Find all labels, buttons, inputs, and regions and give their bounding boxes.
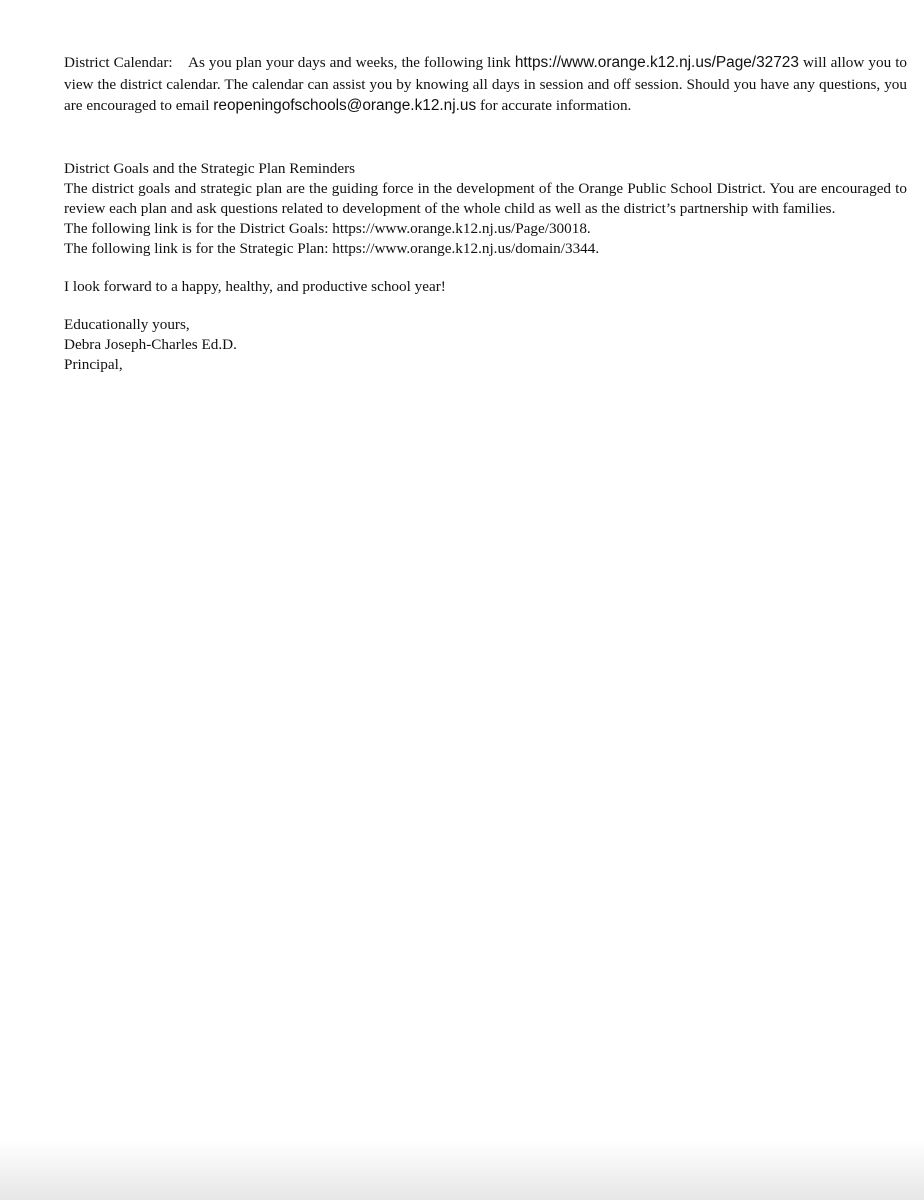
spacer xyxy=(64,297,907,315)
spacer xyxy=(64,259,907,277)
signer-name: Debra Joseph-Charles Ed.D. xyxy=(64,335,237,353)
signer-title: Principal, xyxy=(64,355,123,373)
district-goals-link-line[interactable]: The following link is for the District Goals: https://www.orange.k12.nj.us/Page/30018. xyxy=(64,219,591,237)
calendar-text-3: for accurate information. xyxy=(479,97,632,114)
signoff: Educationally yours, xyxy=(64,315,190,333)
spacer xyxy=(64,117,907,159)
goals-heading: District Goals and the Strategic Plan Reminders xyxy=(64,159,356,177)
letter-body xyxy=(64,52,907,375)
strategic-plan-link-line[interactable]: The following link is for the Strategic Plan: https://www.orange.k12.nj.us/domain/3344. xyxy=(64,239,600,257)
closing-message: I look forward to a happy, healthy, and productive school year! xyxy=(64,277,446,295)
page-bottom-shadow xyxy=(0,1140,924,1200)
goals-paragraph: The district goals and strategic plan are the guiding force in the development of the Orange Public School District. You are encouraged to review each plan and ask questions related to development of the whole child as well as the district’s partnership with families. xyxy=(64,179,907,217)
district-calendar-paragraph xyxy=(64,52,907,117)
calendar-label: District Calendar: xyxy=(64,54,173,71)
calendar-link[interactable]: https://www.orange.k12.nj.us/Page/32723 xyxy=(514,54,799,71)
reopening-email[interactable]: reopeningofschools@orange.k12.nj.us xyxy=(213,97,477,114)
calendar-text-1: As you plan your days and weeks, the following link xyxy=(187,54,511,71)
calendar-text-2: will allow you to view the district calendar. The calendar can assist you by knowing all days in session and off session. Should you have any questions, you are encouraged to email xyxy=(64,54,908,114)
